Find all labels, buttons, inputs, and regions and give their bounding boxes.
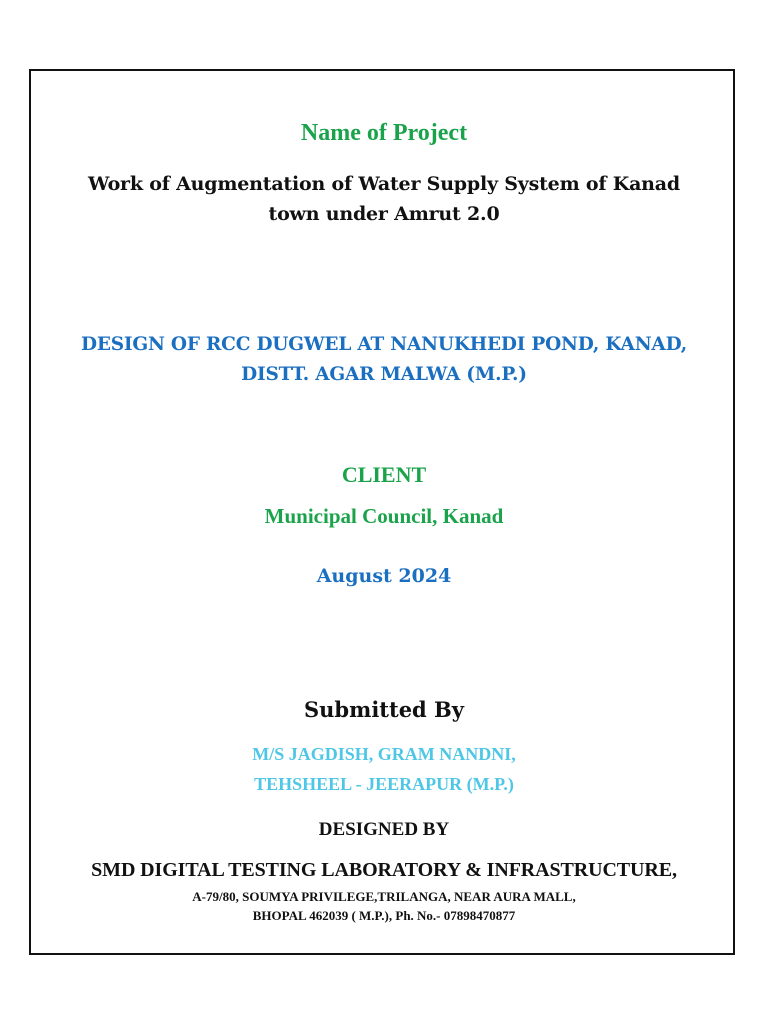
submitted-by-heading: Submitted By [303, 697, 465, 722]
design-title-line-1: DESIGN OF RCC DUGWEL AT NANUKHEDI POND, KANAD, [81, 334, 687, 355]
lab-name: SMD DIGITAL TESTING LABORATORY & INFRASTRUCTURE, [91, 859, 677, 881]
project-title-line-2: town under Amrut 2.0 [268, 203, 500, 225]
design-title-line-2: DISTT. AGAR MALWA (M.P.) [241, 364, 527, 385]
client-name: Municipal Council, Kanad [264, 504, 504, 528]
submitter-line-1: M/S JAGDISH, GRAM NANDNI, [252, 744, 516, 764]
designed-by-heading: DESIGNED BY [318, 819, 450, 840]
document-date: August 2024 [316, 565, 452, 587]
lab-address-line-2: BHOPAL 462039 ( M.P.), Ph. No.- 07898470877 [252, 908, 516, 923]
lab-address-line-1: A-79/80, SOUMYA PRIVILEGE,TRILANGA, NEAR AURA MALL, [192, 889, 576, 904]
client-heading: CLIENT [341, 462, 427, 487]
project-heading: Name of Project [300, 120, 468, 146]
project-title-line-1: Work of Augmentation of Water Supply System of Kanad [87, 173, 680, 195]
submitter-line-2: TEHSHEEL - JEERAPUR (M.P.) [254, 774, 514, 794]
